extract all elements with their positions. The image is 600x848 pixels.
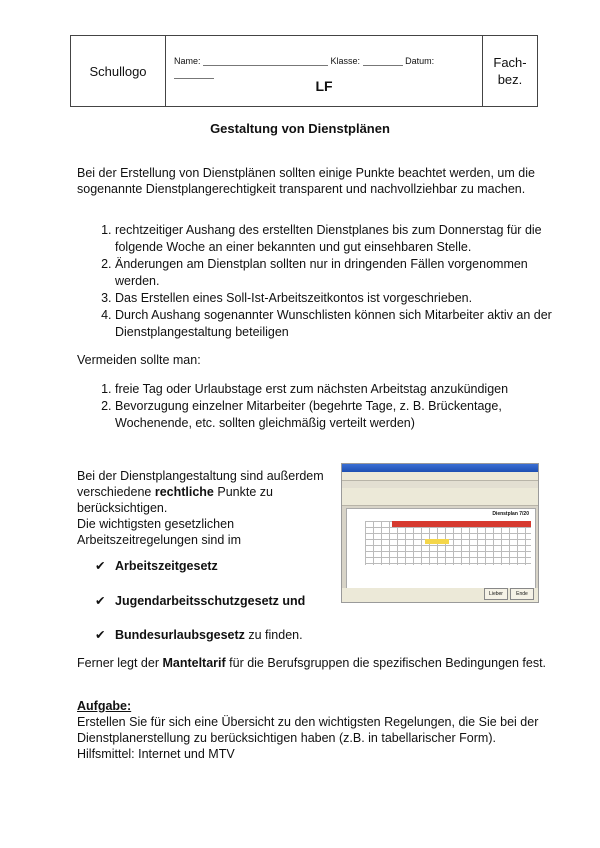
check-item: ✔ Arbeitszeitgesetz <box>95 559 218 573</box>
list-item: 2. Bevorzugung einzelner Mitarbeiter (begehrte Tage, z. B. Brückentage, Wochenende, etc. sollten gleichmäßig verteilt werden) <box>115 398 570 432</box>
name-label: Name: <box>174 56 201 66</box>
klasse-label: Klasse: <box>330 56 361 66</box>
hilfsmittel: Hilfsmittel: Internet und MTV <box>77 747 235 761</box>
student-info <box>166 36 483 106</box>
name-field[interactable] <box>203 56 328 66</box>
subject-label: Fach- bez. <box>493 55 527 87</box>
lernfeld-label: LF <box>315 78 333 94</box>
datum-label: Datum: <box>405 56 435 66</box>
list-item: 1. rechtzeitiger Aushang des erstellten Dienstplanes bis zum Donnerstag für die folgende Woche an einer bekannten und gut einsehbaren Stelle. <box>115 222 570 256</box>
checkmark-icon: ✔ <box>95 559 106 573</box>
list-item: 3. Das Erstellen eines Soll-Ist-Arbeitszeitkontos ist vorgeschrieben. <box>115 290 570 307</box>
window-footer <box>342 588 538 602</box>
aufgabe-text: Erstellen Sie für sich eine Übersicht zu den wichtigsten Regelungen, die Sie bei der Dienstplanerstellung zu berücksichtigen haben (z.B. in tabellarischer Form). <box>77 715 539 745</box>
avoid-list <box>95 381 570 432</box>
check-item: ✔ Jugendarbeitsschutzgesetz und <box>95 594 306 608</box>
list-item: 2. Änderungen am Dienstplan sollten nur in dringenden Fällen vorgenommen werden. <box>115 256 570 290</box>
recommendations-list <box>95 222 570 341</box>
school-logo-placeholder: Schullogo <box>71 36 166 106</box>
aufgabe-section <box>77 698 547 762</box>
toolbar <box>342 488 538 506</box>
intro-paragraph: Bei der Erstellung von Dienstplänen sollten einige Punkte beachtet werden, um die sogenannte Dienstplangerechtigkeit transparent und nachvollziehbar zu machen. <box>77 166 535 196</box>
plan-title: Dienstplan 7/20 <box>492 511 529 517</box>
ferner-paragraph: Ferner legt der Manteltarif für die Berufsgruppen die spezifischen Bedingungen fest. <box>77 656 547 670</box>
menu-bar <box>342 472 538 481</box>
checkmark-icon: ✔ <box>95 628 106 642</box>
avoid-heading: Vermeiden sollte man: <box>77 353 201 367</box>
list-item: 1. freie Tag oder Urlaubstage erst zum nächsten Arbeitstag anzukündigen <box>115 381 570 398</box>
tab-strip <box>342 481 538 488</box>
checkmark-icon: ✔ <box>95 594 106 608</box>
page-title: Gestaltung von Dienstplänen <box>210 121 390 136</box>
legal-paragraph: Bei der Dienstplangestaltung sind außerdem verschiedene rechtliche Punkte zu berücksichtigen. Die wichtigsten gesetzlichen Arbeitszeitregelungen sind im <box>77 469 324 547</box>
lieber-button: Lieber <box>484 588 508 600</box>
ende-button: Ende <box>510 588 534 600</box>
dienstplan-software-screenshot <box>341 463 539 603</box>
highlight-cells <box>425 539 449 544</box>
plan-area <box>346 508 536 592</box>
worksheet-header <box>70 35 538 107</box>
aufgabe-heading: Aufgabe: <box>77 699 132 713</box>
list-item: 4. Durch Aushang sogenannter Wunschlisten können sich Mitarbeiter aktiv an der Dienstplangestaltung beteiligen <box>115 307 570 341</box>
window-titlebar <box>342 464 538 472</box>
weekend-row <box>392 521 531 527</box>
check-item: ✔ Bundesurlaubsgesetz zu finden. <box>95 628 303 642</box>
klasse-field[interactable] <box>363 56 403 66</box>
